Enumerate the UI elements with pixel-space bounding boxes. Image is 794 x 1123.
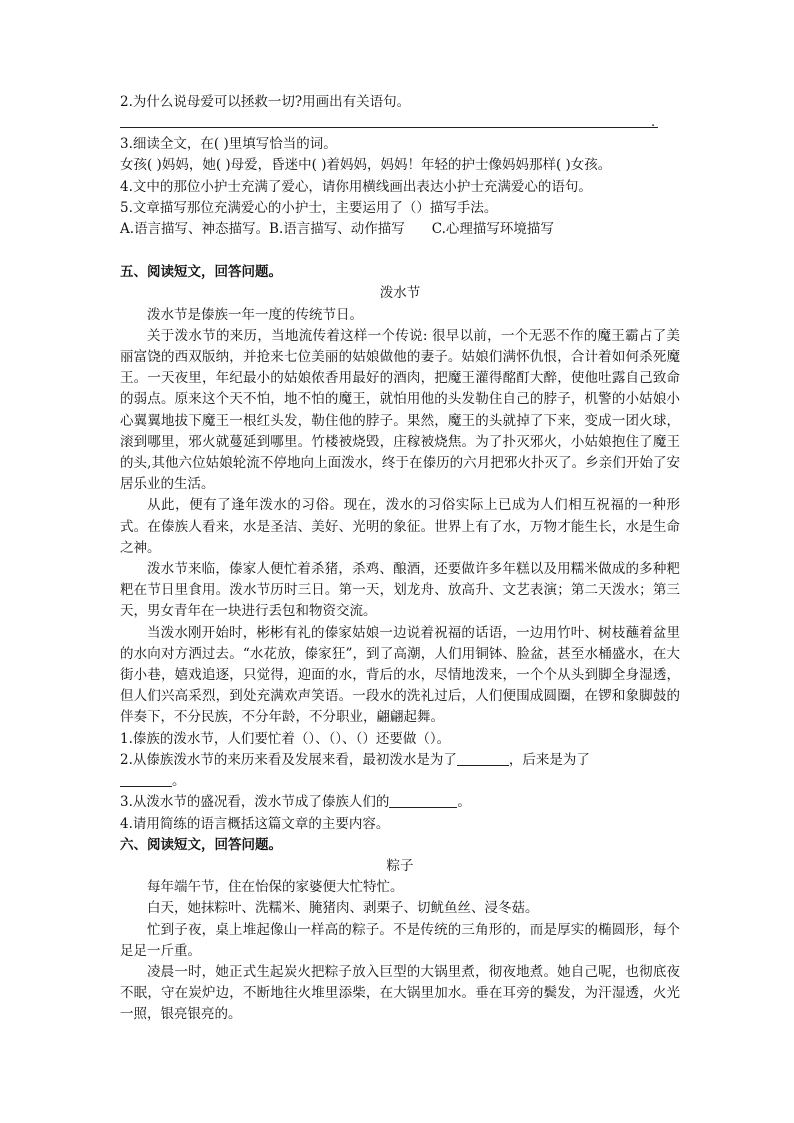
fill-blank — [389, 793, 457, 808]
answer-underline — [120, 127, 658, 128]
section-5-heading: 五、阅读短文，回答问题。 — [120, 264, 282, 281]
section-6-paragraph: 凌晨一时，她正式生起炭火把粽子放入巨型的大锅里煮，彻夜地煮。她自己呢，也彻底夜不眠，守在炭炉边，不断地往火堆里添柴，在大锅里加水。垂在耳旁的鬓发，为汗湿透，火光一照，银亮银亮的。 — [120, 963, 680, 1023]
section-5-paragraph: 当泼水刚开始时，彬彬有礼的傣家姑娘一边说着祝福的话语，一边用竹叶、树枝蘸着盆里的水向对方洒过去。“水花放，傣家狂”，到了高潮，人们用铜钵、脸盆，甚至水桶盛水，在大街小巷，嬉戏追逐，只觉得，迎面的水，背后的水，尽情地泼来，一个个从头到脚全身湿透，但人们兴高采烈，到处充满欢声笑语。一段水的洗礼过后，人们便围成圆圈，在锣和象脚鼓的伴奏下，不分民族，不分年龄，不分职业，翩翩起舞。 — [120, 624, 680, 726]
section-5-question-3 — [120, 792, 680, 813]
fill-blank — [457, 751, 509, 766]
q2-text-b: ，后来是为了 — [508, 751, 590, 768]
q3-end: 。 — [457, 794, 471, 811]
question-3-fill-line: 女孩( )妈妈，她( )母爱，昏迷中( )着妈妈，妈妈！年轻的护士像妈妈那样( )女孩。 — [120, 157, 612, 174]
question-4: 4.文中的那位小护士充满了爱心，请你用横线画出表达小护士充满爱心的语句。 — [120, 178, 592, 195]
answer-line-end: . — [651, 115, 656, 131]
section-5-paragraph: 关于泼水节的来历，当地流传着这样一个传说: 很早以前，一个无恶不作的魔王霸占了美丽富饶的西双版纳，并抢来七位美丽的姑娘做他的妻子。姑娘们满怀仇恨，合计着如何杀死魔王。一天夜里，年纪最小的姑娘侬香用最好的酒肉，把魔王灌得酩酊大醉，使他吐露自己致命的弱点。原来这个天不怕，地不怕的魔王，就怕用他的头发勒住自己的脖子，机警的小姑娘小心翼翼地拔下魔王一根红头发，勒住他的脖子。果然，魔王的头就掉了下来，变成一团火球，滚到哪里，邪火就蔓延到哪里。竹楼被烧毁，庄稼被烧焦。为了扑灭邪火，小姑娘抱住了魔王的头,其他六位姑娘轮流不停地向上面泼水，终于在傣历的六月把邪火扑灭了。乡亲们开始了安居乐业的生活。 — [120, 327, 680, 493]
question-3: 3.细读全文，在( )里填写恰当的词。 — [120, 136, 337, 153]
section-6-heading: 六、阅读短文，回答问题。 — [120, 836, 282, 853]
document-page — [120, 92, 680, 1026]
section-6-paragraph: 忙到子夜，桌上堆起像山一样高的粽子。不是传统的三角形的，而是厚实的椭圆形，每个足足一斤重。 — [120, 921, 680, 959]
section-6-title: 粽子 — [386, 857, 414, 874]
section-5-question-2 — [120, 750, 680, 771]
section-5-paragraph: 泼水节是傣族一年一度的传统节日。 — [147, 306, 363, 323]
section-5-title: 泼水节 — [379, 285, 421, 302]
section-5-question-1: 1.傣族的泼水节，人们要忙着（）、（）、（）还要做（）。 — [120, 730, 451, 747]
section-6-paragraph: 白天，她抹粽叶、洗糯米、腌猪肉、剥栗子、切鱿鱼丝、浸冬菇。 — [147, 900, 539, 917]
q3-text: 3.从泼水节的盛况看，泼水节成了傣族人们的 — [120, 794, 390, 811]
section-5-paragraph: 泼水节来临，傣家人便忙着杀猪，杀鸡、酿酒，还要做许多年糕以及用糯米做成的多种粑粑在节日里食用。泼水节历时三日。第一天，划龙舟、放高升、文艺表演；第二天泼水；第三天，男女青年在一块进行丢包和物资交流。 — [120, 561, 680, 620]
question-2: 2.为什么说母爱可以拯救一切?用画出有关语句。 — [120, 94, 411, 110]
answer-line — [120, 113, 680, 134]
section-6-paragraph: 每年端午节，住在怡保的家婆便大忙特忙。 — [147, 879, 404, 896]
question-5: 5.文章描写那位充满爱心的小护士，主要运用了（）描写手法。 — [120, 199, 498, 216]
question-5-options: A.语言描写、神态描写。B.语言描写、动作描写 C.心理描写环境描写 — [120, 221, 554, 238]
q2-end: 。 — [172, 773, 186, 790]
section-5-question-2-cont — [120, 771, 680, 792]
section-5-question-4: 4.请用简练的语言概括这篇文章的主要内容。 — [120, 815, 390, 832]
q2-text-a: 2.从傣族泼水节的来历来看及发展来看，最初泼水是为了 — [120, 751, 457, 768]
fill-blank — [120, 772, 172, 787]
section-5-paragraph: 从此，便有了逢年泼水的习俗。现在，泼水的习俗实际上已成为人们相互祝福的一种形式。在傣族人看来，水是圣洁、美好、光明的象征。世界上有了水，万物才能生长，水是生命之神。 — [120, 497, 680, 556]
